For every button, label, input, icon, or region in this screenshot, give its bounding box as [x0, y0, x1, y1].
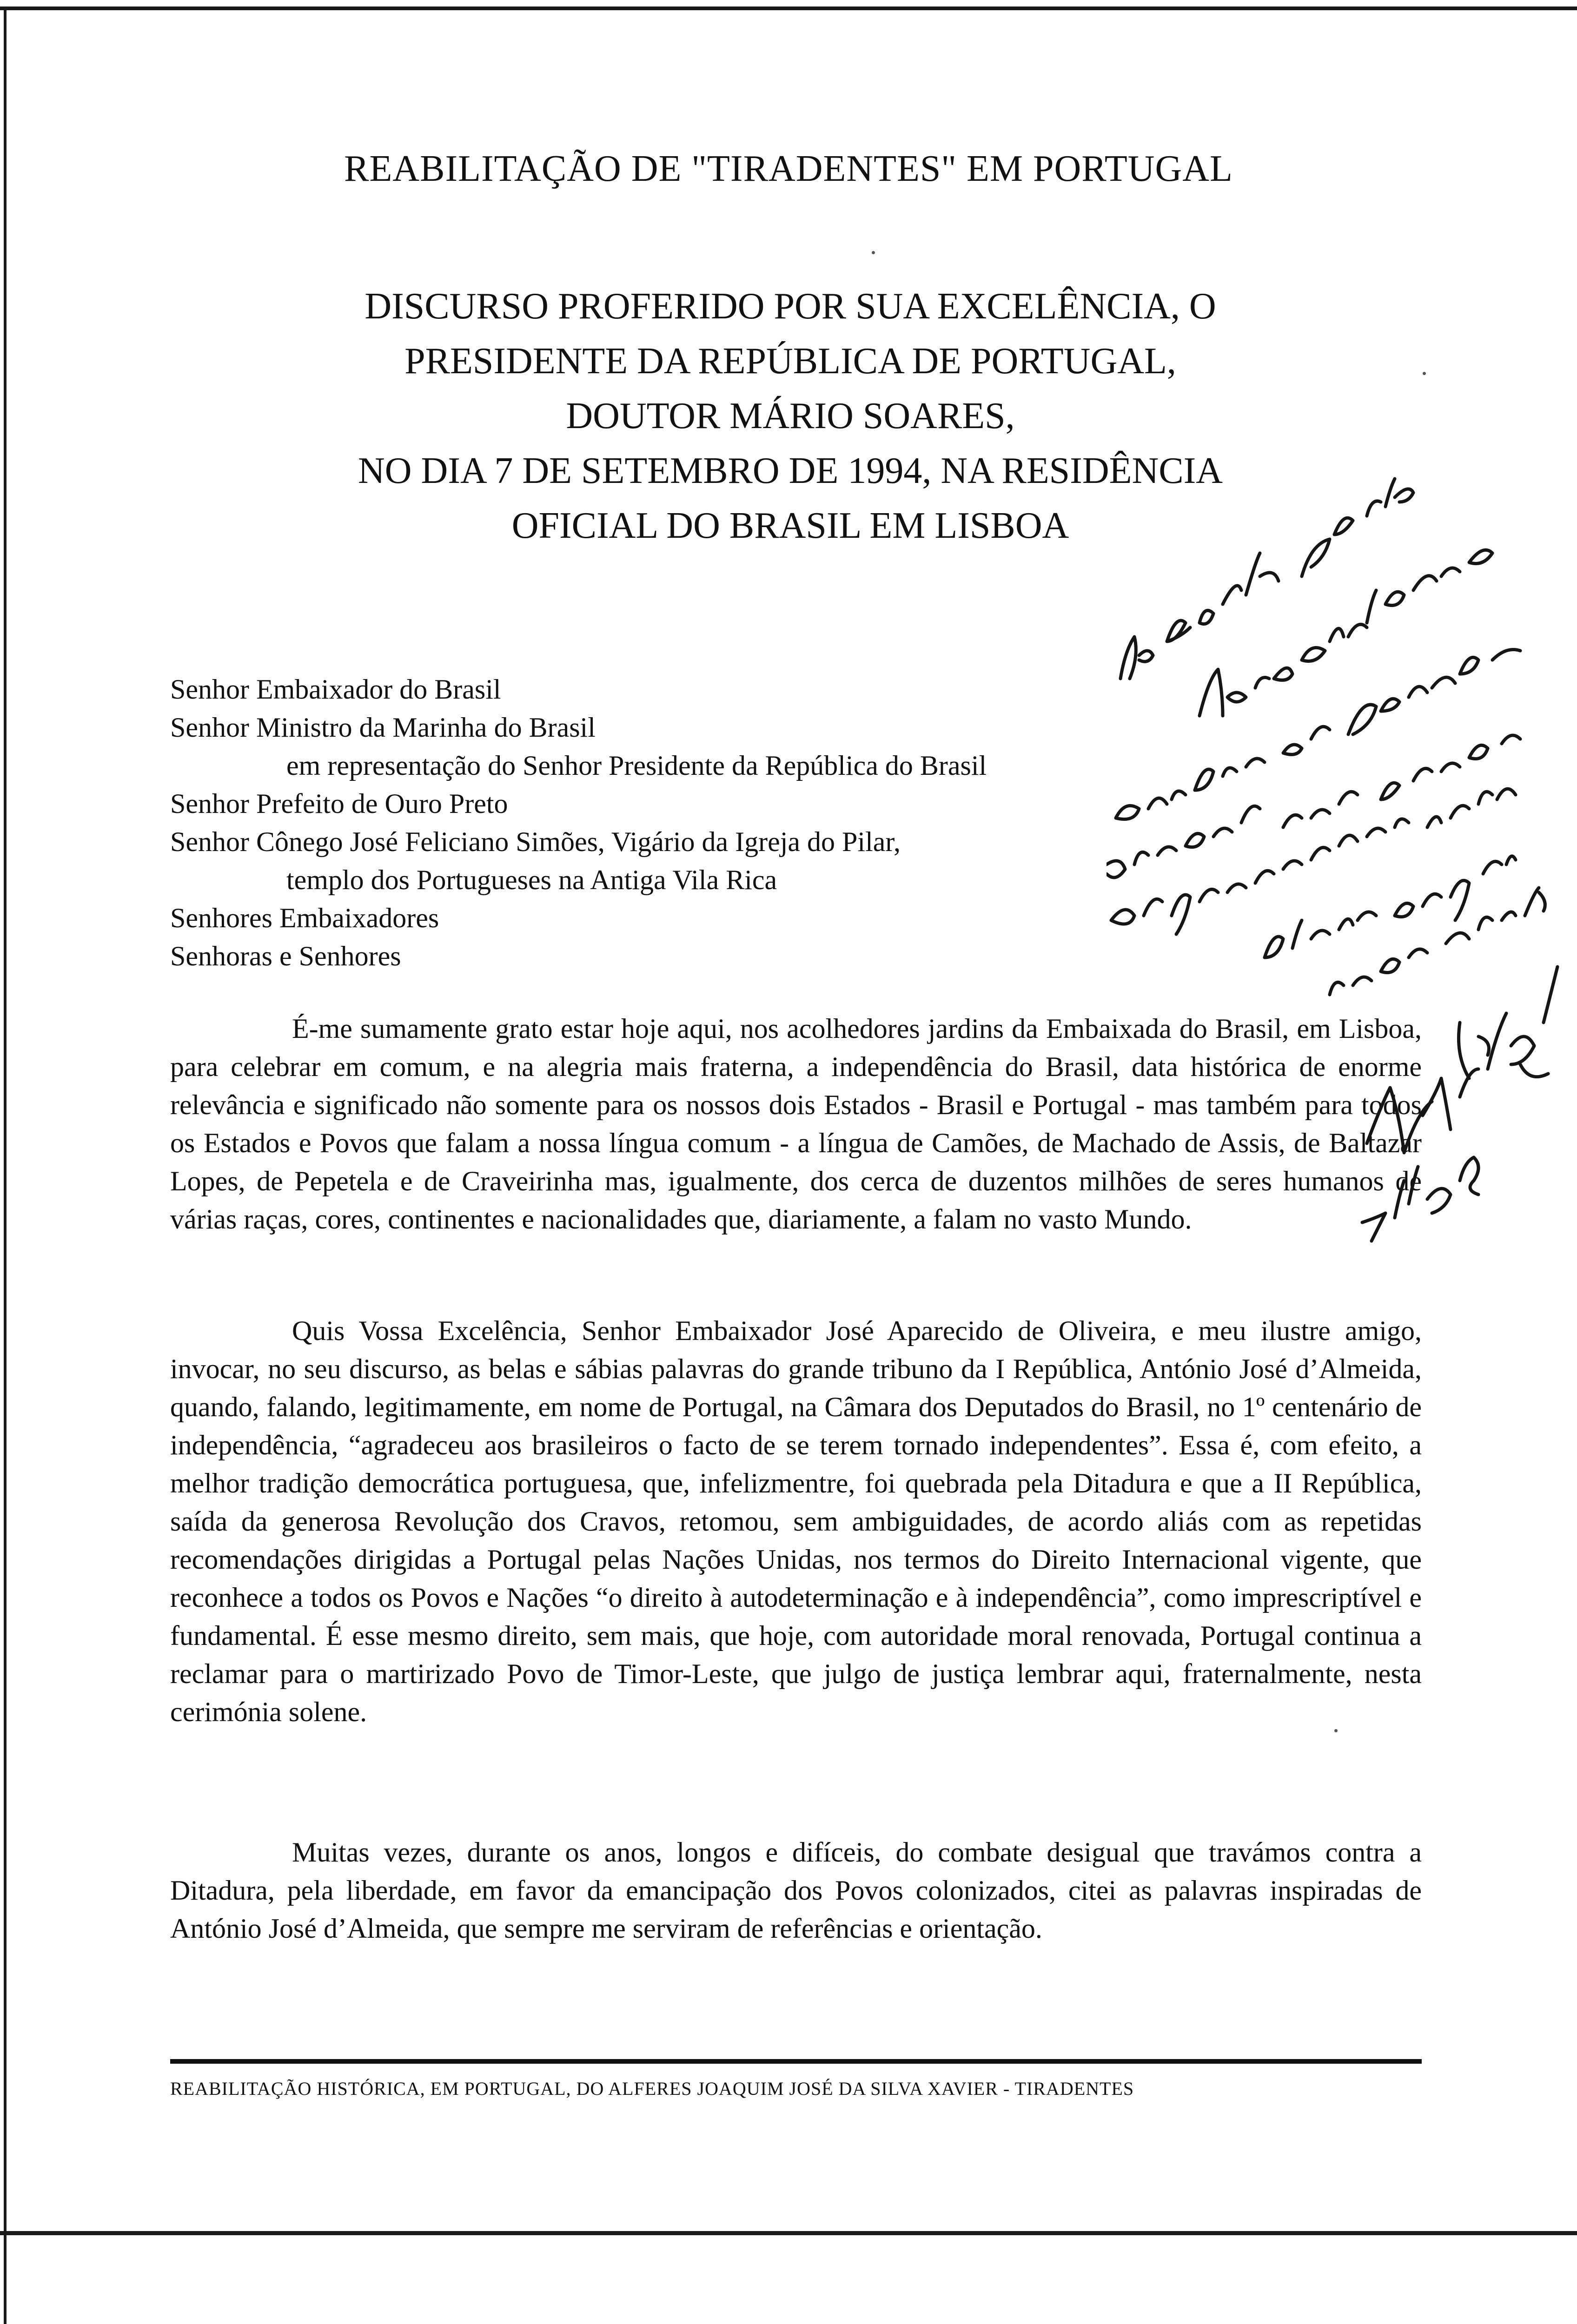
salutation-line: Senhor Prefeito de Ouro Preto [170, 788, 508, 819]
scan-left-border [4, 7, 7, 2324]
scan-speck [1423, 372, 1426, 375]
salutation-line: Senhor Ministro da Marinha do Brasil [170, 712, 596, 743]
scan-cut-line [0, 2231, 1577, 2235]
speech-heading-line: NO DIA 7 DE SETEMBRO DE 1994, NA RESIDÊNCIA [358, 450, 1223, 491]
speech-heading-line: DOUTOR MÁRIO SOARES, [566, 396, 1015, 436]
salutation-line: Senhor Embaixador do Brasil [170, 674, 501, 705]
body-paragraph: Muitas vezes, durante os anos, longos e difíceis, do combate desigual que travámos contra a Ditadura, pela liberdade, em favor da emancipação dos Povos colonizados, citei as palavras inspiradas de António José d’Almeida, que sempre me serviram de referências e orientação. [170, 1837, 1422, 1944]
speech-heading-line: PRESIDENTE DA REPÚBLICA DE PORTUGAL, [404, 341, 1176, 382]
speech-heading-line: DISCURSO PROFERIDO POR SUA EXCELÊNCIA, O [364, 286, 1216, 327]
salutation-line: Senhores Embaixadores [170, 903, 439, 933]
handwritten-dedication [1107, 456, 1577, 1315]
body-paragraph: É-me sumamente grato estar hoje aqui, nos acolhedores jardins da Embaixada do Brasil, em Lisboa, para celebrar em comum, e na alegria mais fraterna, a independência do Brasil, data histórica de enorme relevância e significado não somente para os nossos dois Estados - Brasil e Portugal - mas também para todos os Estados e Povos que falam a nossa língua comum - a língua de Camões, de Machado de Assis, de Baltazar Lopes, de Pepetela e de Craveirinha mas, igualmente, dos cerca de duzentos milhões de seres humanos de várias raças, cores, continentes e nacionalidades que, diariamente, a falam no vasto Mundo. [170, 1013, 1422, 1235]
scan-speck [1334, 1729, 1338, 1732]
salutation-line: Senhoras e Senhores [170, 941, 401, 971]
scan-top-border [0, 7, 1577, 10]
document-title: REABILITAÇÃO DE "TIRADENTES" EM PORTUGAL [344, 148, 1233, 189]
body-paragraph: Quis Vossa Excelência, Senhor Embaixador José Aparecido de Oliveira, e meu ilustre amigo, invocar, no seu discurso, as belas e sábias palavras do grande tribuno da I República, António José d’Almeida, quando, falando, legitimamente, em nome de Portugal, na Câmara dos Deputados do Brasil, no 1º centenário de independência, “agradeceu aos brasileiros o facto de se terem tornado independentes”. Essa é, com efeito, a melhor tradição democrática portuguesa, que, infelizmentre, foi quebrada pela Ditadura e que a II República, saída da generosa Revolução dos Cravos, retomou, sem ambiguidades, de acordo aliás com as repetidas recomendações dirigidas a Portugal pelas Nações Unidas, nos termos do Direito Internacional vigente, que reconhece a todos os Povos e Nações “o direito à autodeterminação e à independência”, como imprescriptível e fundamental. É esse mesmo direito, sem mais, que hoje, com autoridade moral renovada, Portugal continua a reclamar para o martirizado Povo de Timor-Leste, que julgo de justiça lembrar aqui, fraternalmente, nesta cerimónia solene. [170, 1315, 1422, 1727]
salutation-line: em representação do Senhor Presidente da República do Brasil [286, 750, 987, 781]
salutation-line: Senhor Cônego José Feliciano Simões, Vigário da Igreja do Pilar, [170, 826, 901, 857]
salutation-line: templo dos Portugueses na Antiga Vila Rica [286, 865, 777, 895]
salutation-list [170, 670, 1239, 975]
footer-rule [170, 2059, 1422, 2064]
speech-heading-line: OFICIAL DO BRASIL EM LISBOA [511, 505, 1069, 546]
scan-speck [872, 251, 875, 254]
running-footer: REABILITAÇÃO HISTÓRICA, EM PORTUGAL, DO ALFERES JOAQUIM JOSÉ DA SILVA XAVIER - TIRADENTES [170, 2078, 1134, 2099]
